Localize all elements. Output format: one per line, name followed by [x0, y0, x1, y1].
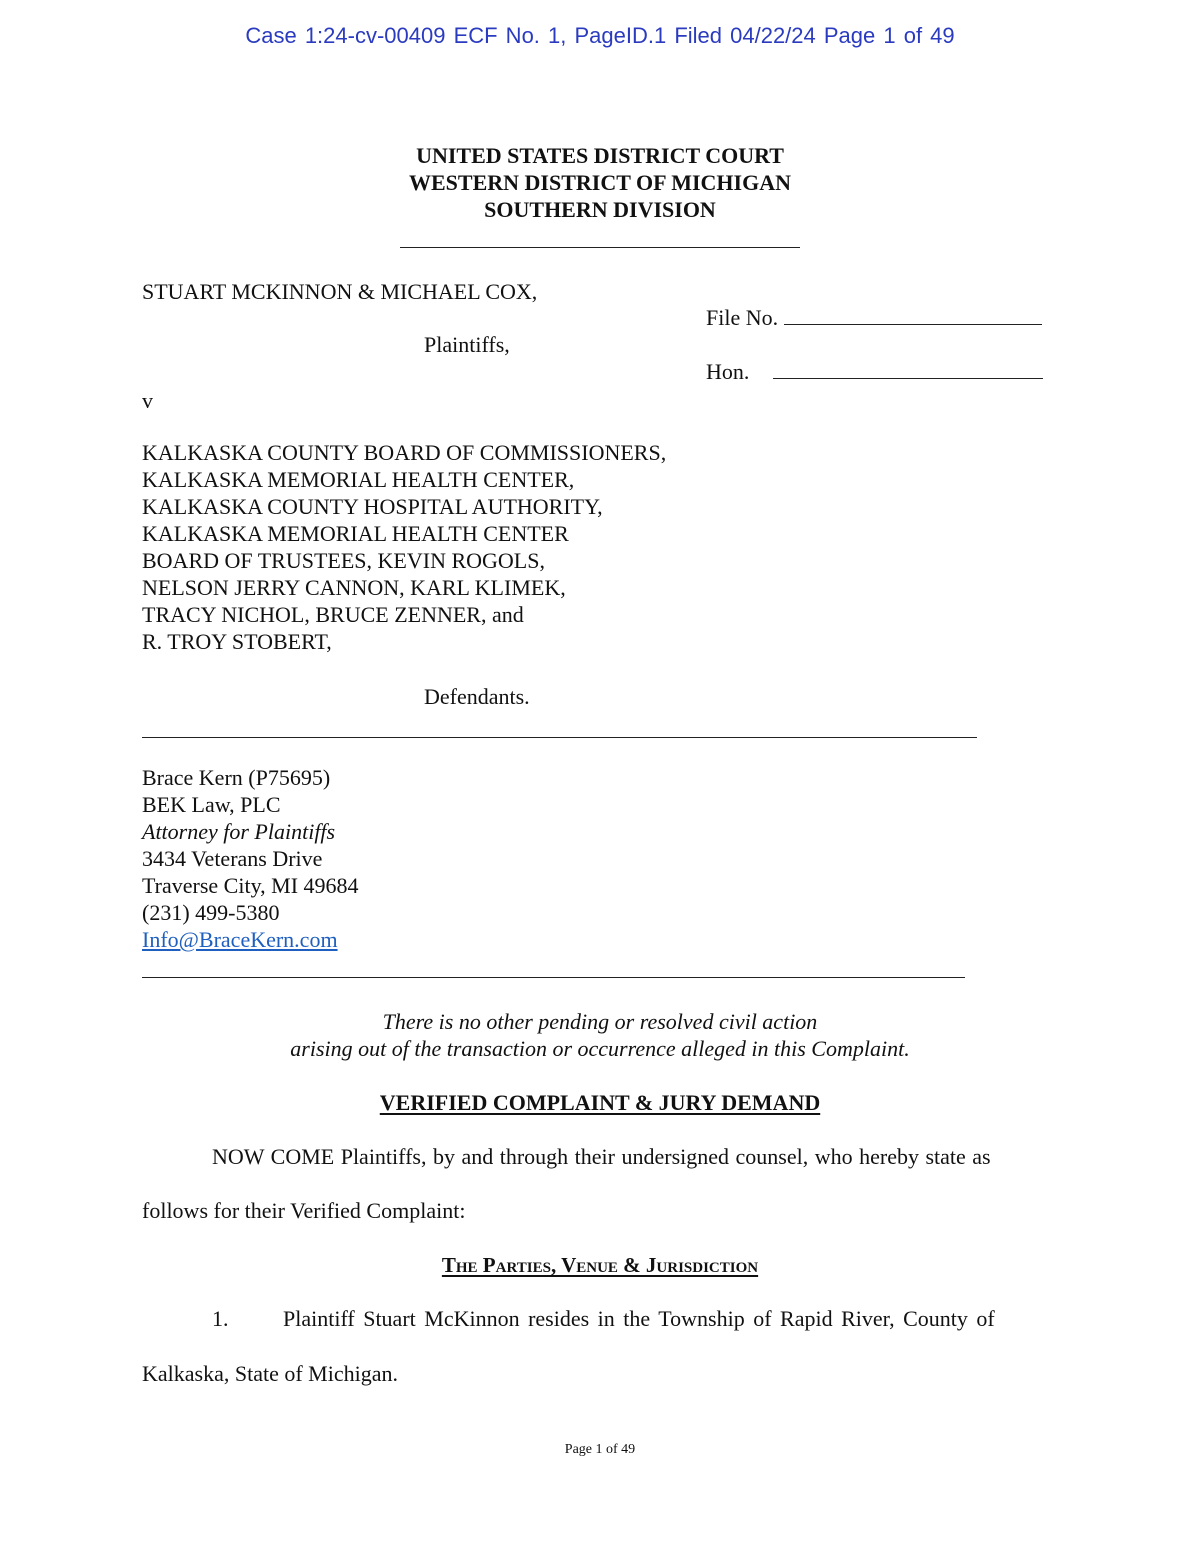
defendant-line: NELSON JERRY CANNON, KARL KLIMEK, — [142, 575, 566, 600]
paragraph-text: Plaintiff Stuart McKinnon resides in the Township of Rapid River, County of — [283, 1306, 995, 1331]
defendant-line: KALKASKA MEMORIAL HEALTH CENTER — [142, 521, 569, 546]
attorney-firm: BEK Law, PLC — [142, 792, 281, 817]
attorney-city: Traverse City, MI 49684 — [142, 873, 359, 898]
versus: v — [142, 388, 153, 413]
court-division: SOUTHERN DIVISION — [484, 197, 716, 222]
document-title — [0, 1089, 1200, 1116]
ecf-header-stamp: Case 1:24-cv-00409 ECF No. 1, PageID.1 Filed 04/22/24 Page 1 of 49 — [245, 23, 955, 48]
page-footer: Page 1 of 49 — [564, 1442, 636, 1457]
section-heading — [0, 1252, 1200, 1279]
intro-text: follows for their Verified Complaint: — [142, 1198, 466, 1223]
defendant-line: TRACY NICHOL, BRUCE ZENNER, and — [142, 602, 524, 627]
divider — [142, 977, 965, 978]
file-no-field — [706, 304, 1042, 331]
attorney-email-link[interactable]: Info@BraceKern.com — [142, 927, 338, 952]
divider — [142, 737, 977, 738]
intro-text: NOW COME Plaintiffs, by and through their undersigned counsel, who hereby state as — [212, 1144, 991, 1169]
attorney-phone: (231) 499-5380 — [142, 900, 280, 925]
paragraph-text: Kalkaska, State of Michigan. — [142, 1361, 398, 1386]
defendant-line: KALKASKA COUNTY HOSPITAL AUTHORITY, — [142, 494, 603, 519]
plaintiffs-label: Plaintiffs, — [424, 332, 510, 357]
hon-blank — [773, 360, 1043, 379]
defendant-line: BOARD OF TRUSTEES, KEVIN ROGOLS, — [142, 548, 545, 573]
related-action-notice: There is no other pending or resolved civil action — [382, 1009, 818, 1034]
court-name: UNITED STATES DISTRICT COURT — [416, 143, 784, 168]
hon-field — [706, 358, 1043, 385]
defendants-label: Defendants. — [424, 684, 530, 709]
defendant-line: R. TROY STOBERT, — [142, 629, 332, 654]
defendant-line: KALKASKA COUNTY BOARD OF COMMISSIONERS, — [142, 440, 667, 465]
defendant-line: KALKASKA MEMORIAL HEALTH CENTER, — [142, 467, 575, 492]
file-no-label: File No. — [706, 305, 779, 330]
file-no-blank — [784, 306, 1042, 325]
plaintiffs-names: STUART MCKINNON & MICHAEL COX, — [142, 279, 538, 304]
related-action-notice: arising out of the transaction or occurrence alleged in this Complaint. — [290, 1036, 910, 1061]
document-title-text: VERIFIED COMPLAINT & JURY DEMAND — [379, 1090, 821, 1115]
section-heading-text: The Parties, Venue & Jurisdiction — [441, 1253, 759, 1277]
attorney-street: 3434 Veterans Drive — [142, 846, 323, 871]
court-district: WESTERN DISTRICT OF MICHIGAN — [408, 170, 791, 195]
divider — [400, 247, 800, 248]
hon-label: Hon. — [706, 359, 750, 384]
attorney-role: Attorney for Plaintiffs — [142, 819, 336, 844]
attorney-name: Brace Kern (P75695) — [142, 765, 331, 790]
paragraph-number: 1. — [212, 1306, 229, 1331]
